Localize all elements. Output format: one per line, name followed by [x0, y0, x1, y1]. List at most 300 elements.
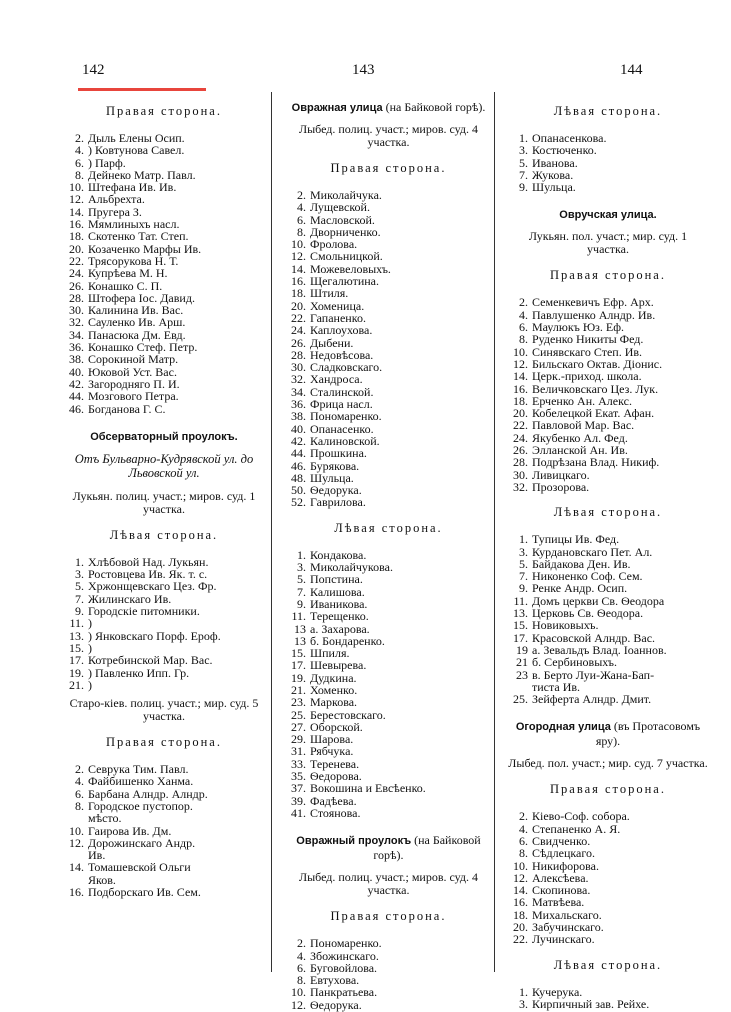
house-number: 32.: [291, 372, 306, 387]
police-district: Старо-кіев. полиц. участ.; мир. суд. 5 участка.: [69, 696, 259, 724]
side-heading: Лѣвая сторона.: [553, 505, 663, 520]
owner-name: Файбишенко Ханма.: [88, 774, 194, 789]
house-number: 30.: [291, 360, 306, 375]
column-divider: [271, 92, 272, 972]
owner-name: б. Сербиновыхъ.: [532, 655, 618, 670]
house-number: 17.: [291, 658, 306, 673]
owner-name: Кучерука.: [532, 984, 583, 999]
house-number: 6.: [519, 320, 528, 335]
house-number: 13: [294, 621, 306, 636]
owner-name: Хлѣбовой Над. Лукьян.: [88, 554, 209, 569]
owner-name: Бильскаго Октав. Діонис.: [532, 356, 663, 371]
owner-name: Севрука Тим. Павл.: [88, 762, 189, 777]
owner-name: Лущевской.: [310, 200, 370, 215]
owner-name: Дворниченко.: [310, 224, 381, 239]
house-number: 11.: [291, 609, 306, 624]
owner-name: Домъ церкви Св. Ѳеодора: [532, 593, 665, 608]
house-number: 6.: [519, 833, 528, 848]
side-heading: Правая сторона.: [330, 161, 447, 175]
house-number: 36.: [69, 340, 84, 355]
house-number: 36.: [291, 397, 306, 412]
owner-name: а. Захарова.: [310, 621, 370, 636]
owner-name: ) Парф.: [88, 155, 126, 170]
house-number: 12.: [69, 192, 84, 207]
owner-name: Шевырева.: [310, 658, 367, 673]
owner-name: Павлушенко Алндр. Ив.: [532, 307, 656, 322]
house-number: 1.: [297, 547, 306, 562]
house-number: 14.: [513, 369, 528, 384]
owner-name: Костюченко.: [532, 143, 597, 158]
street-location: (на Байковой горѣ).: [382, 100, 486, 114]
column-left: [64, 92, 264, 898]
owner-name: Дыль Елены Осип.: [88, 131, 185, 145]
house-number: 34.: [291, 384, 306, 399]
house-number: 8.: [297, 973, 306, 988]
list-item: [64, 605, 264, 617]
house-number: 8.: [519, 332, 528, 347]
owner-name: Никоненко Соф. Сем.: [532, 569, 643, 584]
owner-name: б. Бондаренко.: [310, 633, 385, 648]
house-number: 16.: [69, 217, 84, 232]
side-heading: Правая сторона.: [330, 909, 447, 924]
street-name: Овручская улица.: [559, 209, 657, 222]
owner-name: Зейферта Алндр. Дмит.: [532, 692, 652, 707]
owner-name: Миколайчукова.: [310, 560, 393, 575]
owner-name: Подборскаго Ив. Сем.: [88, 885, 201, 900]
owner-name: Котребинской Мар. Вас.: [88, 653, 213, 668]
house-number: 21.: [69, 677, 84, 692]
house-number: 10.: [291, 985, 306, 1000]
side-heading: Правая сторона.: [106, 735, 222, 750]
owner-name: Опанасенко.: [310, 421, 374, 436]
house-number: 21.: [291, 682, 306, 697]
house-number: 32.: [69, 315, 84, 330]
owner-name: Хоменко.: [310, 682, 358, 697]
house-number: 35.: [291, 769, 306, 784]
street-range: Отъ Бульварно-Кудрявской ул. до Львовской ул.: [74, 451, 254, 480]
owner-name: Скотенко Тат. Степ.: [88, 229, 189, 244]
owner-name: Калинина Ив. Вас.: [88, 303, 184, 318]
house-number: 10.: [513, 858, 528, 873]
owner-name: Михальскаго.: [532, 907, 602, 922]
house-number: 29.: [291, 732, 306, 747]
owner-name: ): [88, 677, 92, 692]
house-number: 26.: [291, 335, 306, 350]
owner-name: Иваникова.: [310, 596, 368, 611]
owner-name: Маулюкъ Юз. Еф.: [532, 320, 625, 335]
house-number: 23.: [291, 695, 306, 710]
house-number: 41.: [291, 805, 306, 820]
owner-name: Щегалютина.: [310, 274, 379, 289]
owner-name: Забучинскаго.: [532, 920, 604, 935]
owner-name: ) Янковскаго Порф. Ероф.: [88, 628, 221, 643]
owner-name: Подрѣзана Влад. Никиф.: [532, 455, 660, 470]
house-number: 50.: [291, 483, 306, 498]
house-number: 20.: [513, 920, 528, 935]
owner-name: Курдановскаго Пет. Ал.: [532, 544, 653, 559]
house-number: 18.: [291, 286, 306, 301]
owner-name: Кіево-Соф. собора.: [532, 809, 630, 824]
list-item: [508, 693, 708, 705]
house-number: 48.: [291, 470, 306, 485]
house-number: 22.: [513, 418, 528, 433]
owner-name: Павловой Мар. Вас.: [532, 418, 635, 433]
owner-name: Кондакова.: [310, 547, 367, 562]
house-number: 19.: [291, 670, 306, 685]
house-number: 5.: [75, 579, 84, 594]
owner-name: Трясорукова Н. Т.: [88, 253, 179, 268]
owner-name: Ѳедорука.: [310, 483, 362, 498]
owner-name: Каплоухова.: [310, 323, 373, 338]
owner-name: Панасюка Дм. Евд.: [88, 327, 186, 342]
owner-name: Семенкевичъ Ефр. Арх.: [532, 295, 654, 310]
owner-name: Альбрехта.: [88, 192, 145, 207]
house-number: 4.: [75, 143, 84, 158]
house-number: 25.: [513, 692, 528, 707]
owner-name: Байдакова Ден. Ив.: [532, 556, 631, 571]
house-number: 14.: [69, 204, 84, 219]
owner-name: Новиковыхъ.: [532, 618, 599, 633]
owner-name: Калиновской.: [310, 433, 380, 448]
list-item: [508, 481, 708, 493]
owner-name: Мямлиныхъ насл.: [88, 217, 180, 232]
house-number: 19.: [69, 665, 84, 680]
house-number: 13: [294, 633, 306, 648]
house-number: 34.: [69, 327, 84, 342]
owner-name: Алексѣева.: [532, 870, 589, 885]
house-number: 15.: [69, 640, 84, 655]
owner-name: Дорожинскаго Андр.: [88, 835, 196, 850]
owner-name: Панкратьева.: [310, 985, 378, 1000]
owner-name: Рябчука.: [310, 744, 354, 759]
owner-name: Матвѣева.: [532, 895, 585, 910]
list-item: [64, 667, 264, 679]
house-number: 3.: [297, 560, 306, 575]
owner-name: Оборской.: [310, 719, 363, 734]
house-number: 25.: [291, 707, 306, 722]
house-number: 8.: [519, 846, 528, 861]
house-number: 7.: [519, 167, 528, 182]
owner-name: Сѣдлецкаго.: [532, 846, 595, 861]
house-number: 3.: [519, 544, 528, 559]
owner-name: Ростовцева Ив. Як. т. с.: [88, 567, 208, 582]
house-number: 2.: [75, 762, 84, 777]
house-number: 26.: [513, 443, 528, 458]
house-number: 28.: [513, 455, 528, 470]
house-number: 13.: [513, 606, 528, 621]
owner-name: Штофера Іос. Давид.: [88, 290, 195, 305]
owner-name: Бурякова.: [310, 458, 360, 473]
owner-name: Ливицкаго.: [532, 467, 590, 482]
house-number: 15.: [513, 618, 528, 633]
list-item: [508, 181, 708, 193]
owner-name: Синявскаго Степ. Ив.: [532, 344, 643, 359]
street-heading: [286, 833, 491, 863]
house-number: 7.: [297, 584, 306, 599]
house-number: 38.: [69, 352, 84, 367]
owner-name: Городское пустопор.: [88, 798, 193, 813]
list-item: [64, 679, 264, 691]
owner-name: ): [88, 616, 92, 631]
house-number: 17.: [69, 653, 84, 668]
owner-name: Вокошина и Евсѣенко.: [310, 781, 426, 796]
house-number: 22.: [291, 310, 306, 325]
house-number: 3.: [75, 567, 84, 582]
house-number: 14.: [291, 261, 306, 276]
street-heading: [64, 429, 264, 444]
house-number: 40.: [291, 421, 306, 436]
street-heading: [508, 719, 708, 749]
owner-name: а. Зевальдъ Влад. Іоаннов.: [532, 642, 667, 657]
owner-name: Церковь Св. Ѳеодора.: [532, 606, 644, 621]
owner-name: Якубенко Ал. Фед.: [532, 430, 628, 445]
house-number: 16.: [513, 895, 528, 910]
house-number: 12.: [513, 870, 528, 885]
owner-name: Дыбени.: [310, 335, 354, 350]
owner-name: Богданова Г. С.: [88, 401, 166, 416]
owner-name: Берестовскаго.: [310, 707, 386, 722]
house-number: 4.: [297, 200, 306, 215]
owner-name: Загородняго П. И.: [88, 376, 180, 391]
street-name: Обсерваторный проулокъ.: [90, 430, 238, 443]
list-item: [286, 999, 491, 1011]
list-item: [64, 886, 264, 898]
house-number: 40.: [69, 364, 84, 379]
house-number: 7.: [519, 569, 528, 584]
owner-name: Стоянова.: [310, 805, 361, 820]
house-number: 6.: [297, 960, 306, 975]
house-number: 13.: [69, 628, 84, 643]
house-number: 22.: [513, 932, 528, 947]
house-number: 9.: [75, 604, 84, 619]
side-heading: Лѣвая сторона.: [553, 957, 663, 972]
house-number: 32.: [513, 479, 528, 494]
house-number: 10.: [513, 344, 528, 359]
owner-name: Попстина.: [310, 572, 363, 587]
owner-name: Прозорова.: [532, 479, 590, 494]
house-number: 10.: [69, 180, 84, 195]
house-number: 24.: [291, 323, 306, 338]
owner-name: Недовѣсова.: [310, 347, 374, 362]
owner-name: Ѳедорука.: [310, 997, 362, 1012]
owner-name: Свидченко.: [532, 833, 591, 848]
house-number: 12.: [513, 356, 528, 371]
owner-name: Кобелецкой Екат. Афан.: [532, 406, 655, 421]
house-number: 12.: [69, 835, 84, 850]
owner-name: Барбана Алндр. Алндр.: [88, 786, 208, 801]
house-number: 21: [516, 655, 528, 670]
page-numbers: [0, 62, 731, 82]
house-number: 46.: [69, 401, 84, 416]
owner-name: Городскіе питомники.: [88, 604, 200, 619]
house-number: 11.: [513, 593, 528, 608]
owner-name: Церк.-приход. школа.: [532, 369, 642, 384]
owner-name: Пругера З.: [88, 204, 142, 219]
house-number: 4.: [75, 774, 84, 789]
house-number: 16.: [69, 885, 84, 900]
owner-name: ) Ковтунова Савел.: [88, 143, 185, 158]
house-number: 20.: [291, 298, 306, 313]
house-number: 42.: [69, 376, 84, 391]
house-number: 42.: [291, 433, 306, 448]
house-number: 10.: [69, 823, 84, 838]
house-number: 9.: [519, 581, 528, 596]
house-number: 2.: [75, 131, 84, 145]
owner-name: Можевеловыхъ.: [310, 261, 391, 276]
house-number: 46.: [291, 458, 306, 473]
column-center: [286, 92, 491, 1011]
page-number-right: 144: [620, 62, 643, 78]
house-number: 37.: [291, 781, 306, 796]
owner-name: Смольницкой.: [310, 249, 383, 264]
owner-name: Дудкина.: [310, 670, 357, 685]
owner-name: Гапаненко.: [310, 310, 366, 325]
owner-name: Конашко С. П.: [88, 278, 163, 293]
owner-name: Хржонщевскаго Цез. Фр.: [88, 579, 217, 594]
owner-name: Яков.: [88, 872, 116, 887]
owner-name: Прошкина.: [310, 446, 367, 461]
owner-name: Сладковскаго.: [310, 360, 383, 375]
owner-name: Фролова.: [310, 237, 358, 252]
house-number: 15.: [291, 646, 306, 661]
police-district: Лукьян. пол. участ.; мир. суд. 1 участка.: [528, 229, 688, 257]
owner-name: Хоменица.: [310, 298, 365, 313]
owner-name: Масловской.: [310, 212, 375, 227]
street-location: (въ Протасовомъ яру).: [595, 719, 701, 749]
owner-name: Миколайчука.: [310, 188, 382, 202]
street-heading: [508, 207, 708, 222]
house-number: 30.: [513, 467, 528, 482]
house-number: 5.: [519, 155, 528, 170]
owner-name: Сауленко Ив. Арш.: [88, 315, 186, 330]
owner-name: Ѳедорова.: [310, 769, 362, 784]
side-heading: Лѣвая сторона.: [553, 104, 663, 118]
street-name: Огородная улица: [515, 721, 611, 734]
house-number: 38.: [291, 409, 306, 424]
house-number: 2.: [297, 936, 306, 951]
owner-name: Жукова.: [532, 167, 574, 182]
owner-name: Збожинскаго.: [310, 948, 379, 963]
owner-name: Евтухова.: [310, 973, 360, 988]
house-number: 20.: [69, 241, 84, 256]
owner-name: Маркова.: [310, 695, 358, 710]
house-number: 6.: [297, 212, 306, 227]
owner-name: Хандроса.: [310, 372, 363, 387]
owner-name: Терещенко.: [310, 609, 369, 624]
street-name: Овражная улица: [291, 102, 383, 114]
side-heading: Лѣвая сторона.: [334, 520, 443, 535]
house-number: 16.: [513, 381, 528, 396]
owner-name: Сталинской.: [310, 384, 374, 399]
red-underline-mark: [78, 88, 206, 91]
owner-name: Шульца.: [532, 180, 576, 195]
house-number: 10.: [291, 237, 306, 252]
page-number-left: 142: [82, 62, 105, 78]
house-number: 2.: [519, 295, 528, 310]
owner-name: Томашевской Ольги: [88, 860, 191, 875]
list-item: [508, 933, 708, 945]
house-number: 11.: [69, 616, 84, 631]
owner-name: Штиля.: [310, 286, 349, 301]
owner-name: Красовской Алндр. Вас.: [532, 630, 656, 645]
house-number: 28.: [291, 347, 306, 362]
owner-name: Фрица насл.: [310, 397, 373, 412]
owner-name: Теренева.: [310, 756, 360, 771]
owner-name: Жилинскаго Ив.: [88, 591, 172, 606]
house-number: 3.: [519, 143, 528, 158]
owner-name: мѣсто.: [88, 811, 122, 826]
house-number: 8.: [75, 798, 84, 813]
house-number: 9.: [519, 180, 528, 195]
house-number: 18.: [513, 393, 528, 408]
house-number: 30.: [69, 303, 84, 318]
owner-name: Ерченко Ан. Алекс.: [532, 393, 632, 408]
house-number: 22.: [69, 253, 84, 268]
side-heading: Правая сторона.: [550, 268, 666, 283]
column-divider: [494, 92, 495, 972]
house-number: 16.: [291, 274, 306, 289]
owner-name: Лучинскаго.: [532, 932, 595, 947]
owner-name: Фадѣева.: [310, 793, 357, 808]
house-number: 12.: [291, 997, 306, 1012]
house-number: 31.: [291, 744, 306, 759]
list-item: [64, 630, 264, 642]
owner-name: Шарова.: [310, 732, 354, 747]
house-number: 1.: [519, 532, 528, 547]
street-location: (на Байковой горѣ).: [373, 833, 481, 863]
owner-name: Дейнеко Матр. Павл.: [88, 167, 196, 182]
house-number: 44.: [69, 389, 84, 404]
owner-name: Пономаренко.: [310, 936, 382, 951]
house-number: 1.: [75, 554, 84, 569]
page-number-center: 143: [352, 62, 375, 78]
owner-name: тиста Ив.: [532, 679, 581, 694]
house-number: 44.: [291, 446, 306, 461]
house-number: 24.: [69, 266, 84, 281]
owner-name: Ренке Андр. Осип.: [532, 581, 628, 596]
house-number: 9.: [297, 596, 306, 611]
owner-name: Тупицы Ив. Фед.: [532, 532, 620, 547]
owner-name: Мозгового Петра.: [88, 389, 179, 404]
house-number: 23: [516, 667, 528, 682]
street-heading: [286, 100, 491, 115]
house-number: 2.: [297, 188, 306, 202]
police-district: Лыбед. полиц. участ.; миров. суд. 4 участка.: [298, 870, 479, 898]
owner-name: Величковскаго Цез. Лук.: [532, 381, 659, 396]
house-number: 14.: [513, 883, 528, 898]
police-district: Лыбед. пол. участ.; мир. суд. 7 участка.: [508, 756, 708, 771]
police-district: Лукьян. полиц. участ.; миров. суд. 1 участка.: [72, 488, 256, 516]
owner-name: Сорокиной Матр.: [88, 352, 179, 367]
house-number: 39.: [291, 793, 306, 808]
house-number: 33.: [291, 756, 306, 771]
side-heading: Лѣвая сторона.: [109, 527, 219, 542]
list-item: [286, 807, 491, 819]
list-item: [286, 496, 491, 508]
house-number: 4.: [297, 948, 306, 963]
owner-name: Купрѣева М. Н.: [88, 266, 168, 281]
column-right: [508, 92, 708, 1010]
owner-name: в. Берто Луи-Жана-Бап-: [532, 667, 655, 682]
owner-name: Гаирова Ив. Дм.: [88, 823, 172, 838]
owner-name: Скопинова.: [532, 883, 591, 898]
owner-name: Степаненко А. Я.: [532, 821, 621, 836]
house-number: 4.: [519, 821, 528, 836]
street-name: Овражный проулокъ: [296, 835, 412, 848]
owner-name: Ив.: [88, 848, 106, 863]
owner-name: Кирпичный зав. Рейхе.: [532, 996, 650, 1011]
house-number: 8.: [297, 224, 306, 239]
